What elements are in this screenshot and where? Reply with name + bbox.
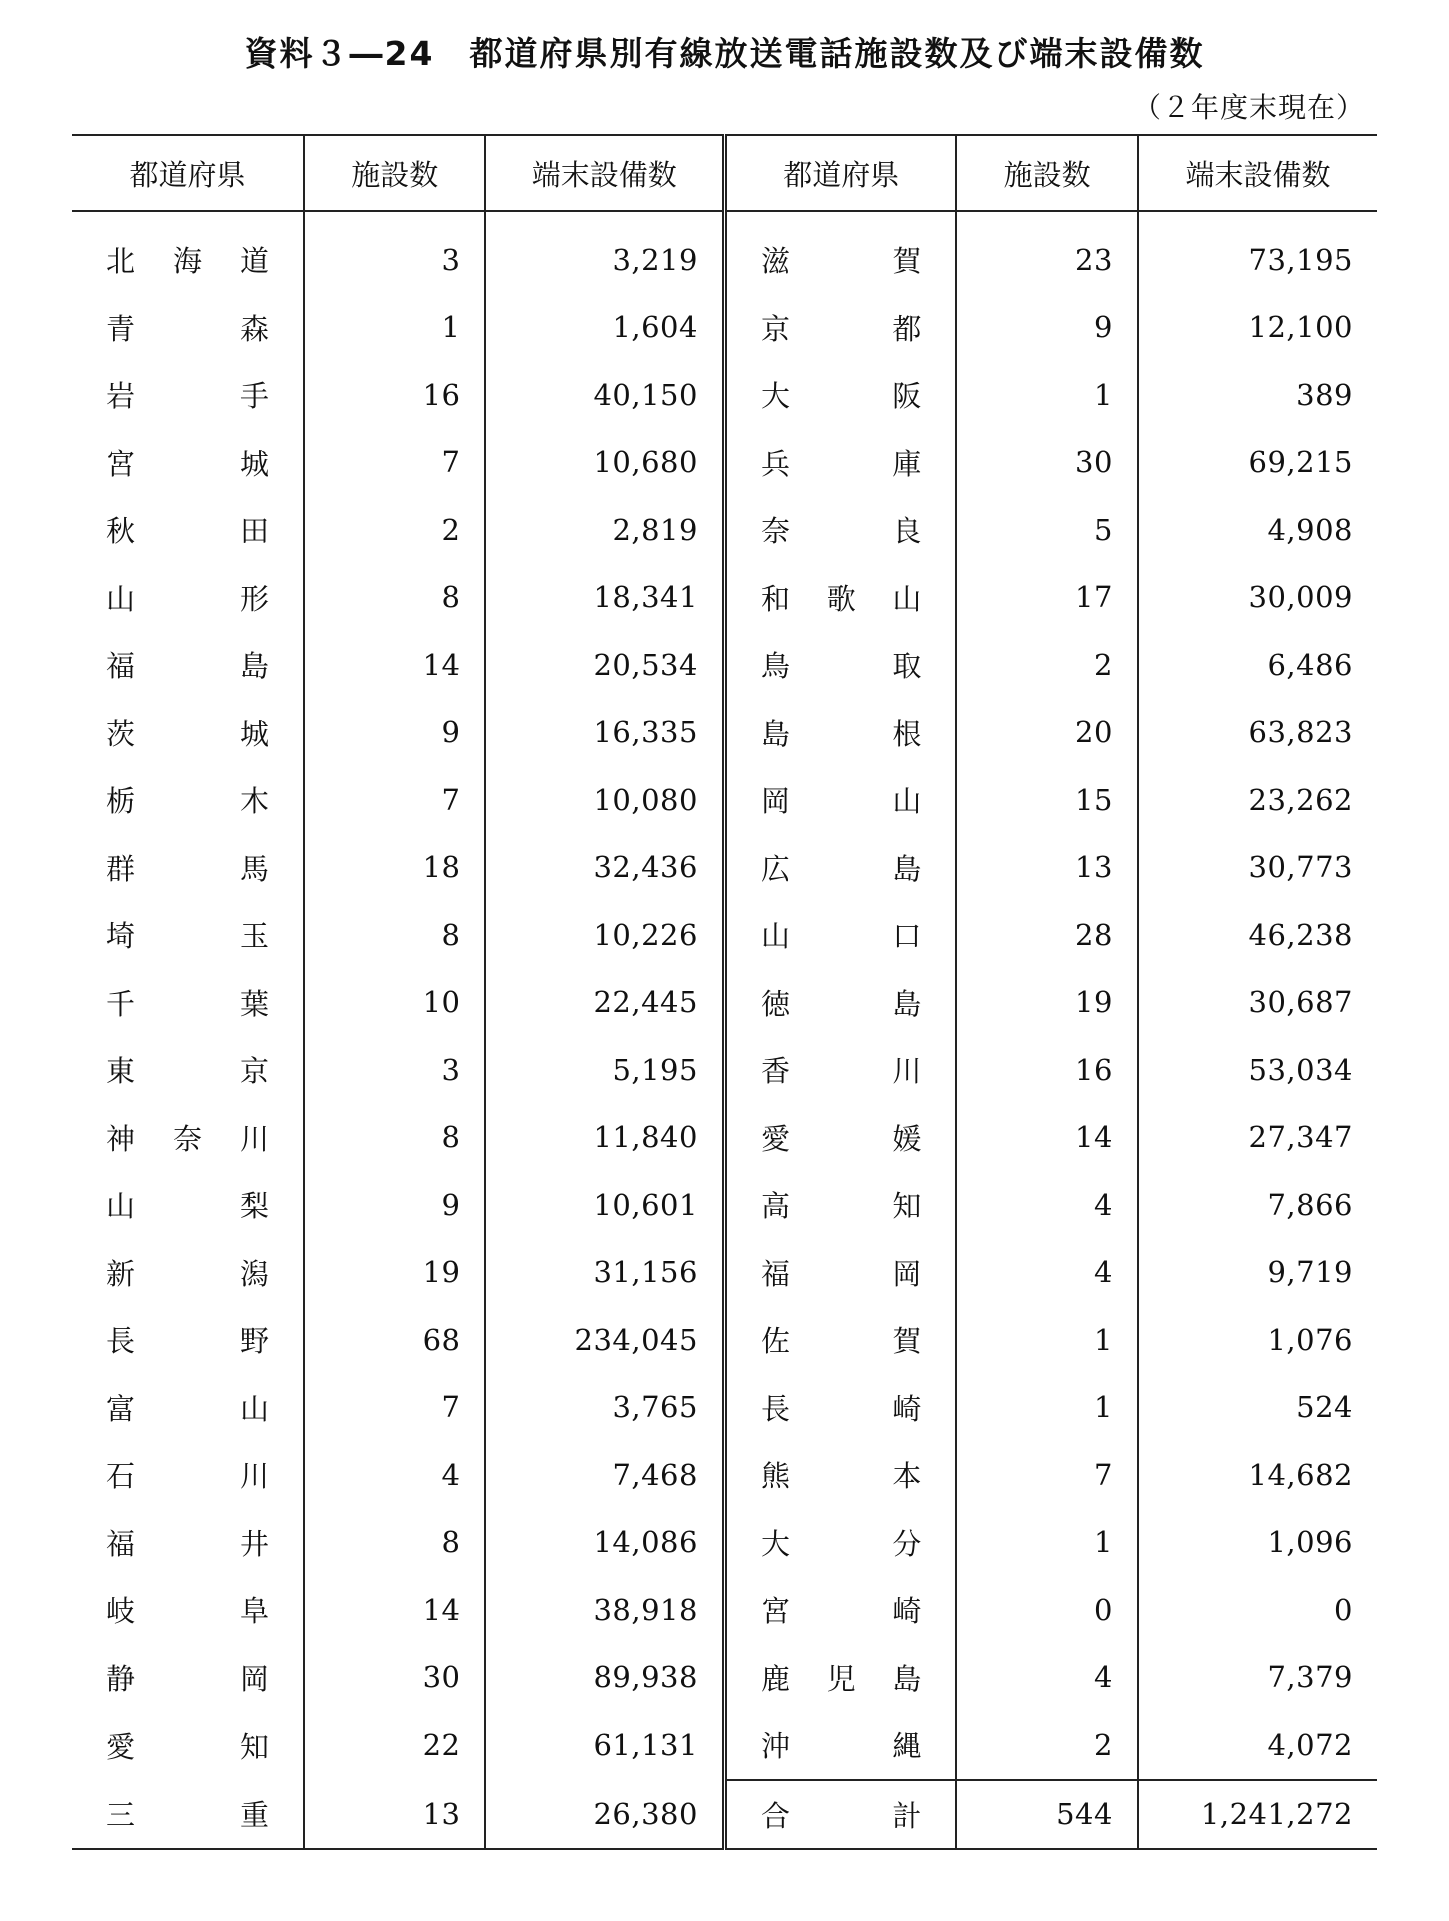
prefecture-name-text: 山 形 — [106, 581, 269, 616]
header-terminals-right: 端末設備数 — [1138, 135, 1377, 211]
facilities-count: 7 — [304, 1374, 486, 1442]
prefecture-name — [724, 1441, 956, 1509]
facilities-count: 14 — [304, 1576, 486, 1644]
facilities-count: 4 — [956, 1171, 1138, 1239]
terminals-count: 30,773 — [1248, 850, 1353, 885]
prefecture-name — [724, 766, 956, 834]
terminals-count: 1,076 — [1267, 1322, 1353, 1357]
prefecture-name-text: 東 京 — [106, 1054, 269, 1089]
total-label-text: 合 計 — [760, 1798, 922, 1833]
prefecture-name — [72, 1780, 304, 1850]
prefecture-name — [724, 631, 956, 699]
table-row — [72, 1036, 1377, 1104]
terminals-count: 0 — [1334, 1592, 1353, 1627]
terminals-count: 53,034 — [1248, 1052, 1353, 1087]
header-prefecture-left: 都道府県 — [72, 135, 304, 211]
facilities-count: 3 — [304, 211, 486, 294]
terminals-count: 1,604 — [612, 310, 698, 345]
prefecture-name-text: 福 井 — [106, 1526, 269, 1561]
terminals-count: 4,072 — [1267, 1727, 1353, 1762]
prefecture-name-text: 宮 崎 — [760, 1594, 922, 1629]
facilities-count: 30 — [304, 1644, 486, 1712]
terminals-count: 40,150 — [593, 377, 698, 412]
terminals-count: 524 — [1296, 1390, 1353, 1425]
prefecture-name-text: 岡 山 — [760, 784, 922, 819]
prefecture-name-text: 新 潟 — [106, 1256, 269, 1291]
terminals-count: 26,380 — [485, 1780, 724, 1850]
prefecture-name — [72, 1036, 304, 1104]
table-row — [72, 766, 1377, 834]
terminals-count: 2,819 — [612, 512, 698, 547]
terminals-count: 31,156 — [593, 1255, 698, 1290]
table-row — [72, 631, 1377, 699]
table-row — [72, 1441, 1377, 1509]
document-title: 資料３―24 都道府県別有線放送電話施設数及び端末設備数 — [244, 34, 1205, 73]
table-header-row — [72, 135, 1377, 211]
header-facilities-left: 施設数 — [304, 135, 486, 211]
prefecture-name — [72, 1576, 304, 1644]
facilities-count: 15 — [956, 766, 1138, 834]
table-row — [72, 496, 1377, 564]
terminals-count: 18,341 — [593, 580, 698, 615]
table-row — [72, 969, 1377, 1037]
table-row — [72, 429, 1377, 497]
total-label — [724, 1780, 956, 1850]
facilities-count: 1 — [304, 294, 486, 362]
prefecture-name-text: 奈 良 — [760, 514, 922, 549]
prefecture-name-text: 大 分 — [760, 1526, 922, 1561]
terminals-count: 3,765 — [612, 1390, 698, 1425]
terminals-count: 12,100 — [1248, 310, 1353, 345]
facilities-count: 4 — [956, 1239, 1138, 1307]
prefecture-name — [724, 1576, 956, 1644]
facilities-count: 2 — [956, 1711, 1138, 1780]
table-row — [72, 564, 1377, 632]
prefecture-name-text: 佐 賀 — [760, 1324, 922, 1359]
terminals-count: 30,687 — [1248, 985, 1353, 1020]
prefecture-name-text: 鳥 取 — [760, 649, 922, 684]
prefecture-name — [724, 564, 956, 632]
table-row — [72, 361, 1377, 429]
prefecture-name — [724, 361, 956, 429]
terminals-count: 30,009 — [1248, 580, 1353, 615]
facilities-count: 7 — [304, 766, 486, 834]
prefecture-name — [724, 1239, 956, 1307]
prefecture-name-text: 大 阪 — [760, 379, 922, 414]
facilities-count: 1 — [956, 1306, 1138, 1374]
prefecture-name-text: 徳 島 — [760, 986, 922, 1021]
facilities-count: 8 — [304, 901, 486, 969]
table-row — [72, 699, 1377, 767]
facilities-count: 7 — [304, 429, 486, 497]
header-prefecture-right: 都道府県 — [724, 135, 956, 211]
prefecture-name — [724, 834, 956, 902]
facilities-count: 3 — [304, 1036, 486, 1104]
table-row — [72, 1509, 1377, 1577]
terminals-count: 73,195 — [1248, 242, 1353, 277]
prefecture-name — [72, 361, 304, 429]
terminals-count: 89,938 — [593, 1660, 698, 1695]
facilities-count: 18 — [304, 834, 486, 902]
prefecture-table-container — [72, 134, 1377, 1850]
total-terminals: 1,241,272 — [1138, 1780, 1377, 1850]
facilities-count: 7 — [956, 1441, 1138, 1509]
prefecture-name — [72, 631, 304, 699]
terminals-count: 20,534 — [593, 647, 698, 682]
facilities-count: 22 — [304, 1711, 486, 1780]
prefecture-name — [72, 294, 304, 362]
terminals-count: 389 — [1296, 377, 1353, 412]
prefecture-name — [724, 294, 956, 362]
prefecture-name — [724, 1644, 956, 1712]
table-row — [72, 1239, 1377, 1307]
terminals-count: 7,379 — [1267, 1660, 1353, 1695]
facilities-count: 14 — [304, 631, 486, 699]
prefecture-name — [724, 969, 956, 1037]
facilities-count: 9 — [304, 1171, 486, 1239]
prefecture-name — [724, 1306, 956, 1374]
facilities-count: 2 — [956, 631, 1138, 699]
prefecture-name — [724, 1374, 956, 1442]
prefecture-name — [724, 1171, 956, 1239]
terminals-count: 16,335 — [593, 715, 698, 750]
prefecture-name-text: 熊 本 — [760, 1459, 922, 1494]
prefecture-name-text: 京 都 — [760, 311, 922, 346]
terminals-count: 11,840 — [593, 1120, 698, 1155]
facilities-count: 68 — [304, 1306, 486, 1374]
facilities-count: 1 — [956, 361, 1138, 429]
prefecture-name-text: 埼 玉 — [106, 919, 269, 954]
table-row — [72, 1171, 1377, 1239]
table-row — [72, 1780, 1377, 1850]
terminals-count: 10,080 — [593, 782, 698, 817]
terminals-count: 10,680 — [593, 445, 698, 480]
facilities-count: 2 — [304, 496, 486, 564]
terminals-count: 14,086 — [593, 1525, 698, 1560]
terminals-count: 23,262 — [1248, 782, 1353, 817]
prefecture-name-text: 香 川 — [760, 1054, 922, 1089]
prefecture-name — [72, 1306, 304, 1374]
facilities-count: 8 — [304, 1104, 486, 1172]
prefecture-name — [72, 1441, 304, 1509]
terminals-count: 32,436 — [593, 850, 698, 885]
terminals-count: 22,445 — [593, 985, 698, 1020]
prefecture-name — [724, 1509, 956, 1577]
table-row — [72, 1576, 1377, 1644]
facilities-count: 30 — [956, 429, 1138, 497]
facilities-count: 10 — [304, 969, 486, 1037]
prefecture-name — [72, 969, 304, 1037]
prefecture-name — [72, 766, 304, 834]
prefecture-name-text: 北 海 道 — [106, 244, 269, 279]
terminals-count: 61,131 — [593, 1728, 698, 1763]
prefecture-name-text: 長 崎 — [760, 1391, 922, 1426]
table-row — [72, 1374, 1377, 1442]
terminals-count: 10,226 — [593, 917, 698, 952]
prefecture-name-text: 富 山 — [106, 1391, 269, 1426]
prefecture-name — [72, 564, 304, 632]
table-row — [72, 1711, 1377, 1780]
prefecture-name-text: 岐 阜 — [106, 1594, 269, 1629]
facilities-count: 4 — [304, 1441, 486, 1509]
prefecture-name-text: 神 奈 川 — [106, 1121, 269, 1156]
prefecture-name — [72, 1104, 304, 1172]
terminals-count: 27,347 — [1248, 1120, 1353, 1155]
terminals-count: 7,866 — [1267, 1187, 1353, 1222]
terminals-count: 9,719 — [1267, 1255, 1353, 1290]
prefecture-name-text: 長 野 — [106, 1324, 269, 1359]
terminals-count: 5,195 — [612, 1052, 698, 1087]
facilities-count: 8 — [304, 1509, 486, 1577]
prefecture-name — [72, 1509, 304, 1577]
terminals-count: 6,486 — [1267, 647, 1353, 682]
table-row — [72, 1306, 1377, 1374]
prefecture-name-text: 和 歌 山 — [760, 581, 922, 616]
prefecture-name — [724, 1036, 956, 1104]
prefecture-name-text: 兵 庫 — [760, 446, 922, 481]
prefecture-name — [72, 429, 304, 497]
prefecture-name — [72, 211, 304, 294]
terminals-count: 3,219 — [612, 242, 698, 277]
prefecture-name-text: 茨 城 — [106, 716, 269, 751]
prefecture-name — [724, 1711, 956, 1780]
prefecture-name-text: 静 岡 — [106, 1661, 269, 1696]
terminals-count: 14,682 — [1248, 1457, 1353, 1492]
prefecture-name-text: 愛 知 — [106, 1729, 269, 1764]
prefecture-name — [724, 699, 956, 767]
prefecture-name-text: 千 葉 — [106, 986, 269, 1021]
total-facilities: 544 — [956, 1780, 1138, 1850]
table-row — [72, 211, 1377, 294]
prefecture-name-text: 宮 城 — [106, 446, 269, 481]
prefecture-name — [72, 1239, 304, 1307]
prefecture-name-text: 広 島 — [760, 851, 922, 886]
prefecture-name — [72, 1644, 304, 1712]
facilities-count: 20 — [956, 699, 1138, 767]
facilities-count: 1 — [956, 1509, 1138, 1577]
table-row — [72, 901, 1377, 969]
facilities-count: 19 — [956, 969, 1138, 1037]
prefecture-name-text: 滋 賀 — [760, 244, 922, 279]
facilities-count: 0 — [956, 1576, 1138, 1644]
prefecture-name-text: 青 森 — [106, 311, 269, 346]
facilities-count: 9 — [304, 699, 486, 767]
prefecture-name-text: 岩 手 — [106, 379, 269, 414]
prefecture-name-text: 秋 田 — [106, 514, 269, 549]
facilities-count: 19 — [304, 1239, 486, 1307]
prefecture-name — [72, 496, 304, 564]
table-row — [72, 1104, 1377, 1172]
prefecture-name-text: 高 知 — [760, 1189, 922, 1224]
prefecture-table — [72, 134, 1377, 1850]
facilities-count: 16 — [304, 361, 486, 429]
terminals-count: 4,908 — [1267, 512, 1353, 547]
terminals-count: 38,918 — [593, 1592, 698, 1627]
prefecture-name-text: 山 口 — [760, 919, 922, 954]
terminals-count: 10,601 — [593, 1187, 698, 1222]
terminals-count: 63,823 — [1248, 715, 1353, 750]
table-row — [72, 294, 1377, 362]
prefecture-name — [724, 429, 956, 497]
prefecture-name — [724, 901, 956, 969]
prefecture-name-text: 島 根 — [760, 716, 922, 751]
as-of-date-note: （２年度末現在） — [1132, 91, 1365, 124]
prefecture-name — [72, 1711, 304, 1780]
prefecture-name — [72, 699, 304, 767]
facilities-count: 28 — [956, 901, 1138, 969]
facilities-count: 5 — [956, 496, 1138, 564]
prefecture-name-text: 沖 縄 — [760, 1729, 922, 1764]
header-facilities-right: 施設数 — [956, 135, 1138, 211]
prefecture-name-text: 愛 媛 — [760, 1121, 922, 1156]
prefecture-name-text: 三 重 — [106, 1798, 269, 1833]
prefecture-name-text: 群 馬 — [106, 851, 269, 886]
terminals-count: 46,238 — [1248, 917, 1353, 952]
facilities-count: 13 — [304, 1780, 486, 1850]
terminals-count: 7,468 — [612, 1457, 698, 1492]
prefecture-name — [724, 211, 956, 294]
prefecture-name-text: 鹿 児 島 — [760, 1661, 922, 1696]
facilities-count: 16 — [956, 1036, 1138, 1104]
prefecture-name-text: 山 梨 — [106, 1189, 269, 1224]
prefecture-name-text: 石 川 — [106, 1459, 269, 1494]
table-body — [72, 211, 1377, 1849]
prefecture-name — [72, 901, 304, 969]
prefecture-name — [724, 1104, 956, 1172]
facilities-count: 9 — [956, 294, 1138, 362]
prefecture-name-text: 福 岡 — [760, 1256, 922, 1291]
table-row — [72, 1644, 1377, 1712]
prefecture-name — [72, 1374, 304, 1442]
prefecture-name-text: 栃 木 — [106, 784, 269, 819]
facilities-count: 23 — [956, 211, 1138, 294]
facilities-count: 8 — [304, 564, 486, 632]
facilities-count: 17 — [956, 564, 1138, 632]
prefecture-name-text: 福 島 — [106, 649, 269, 684]
header-terminals-left: 端末設備数 — [485, 135, 724, 211]
facilities-count: 1 — [956, 1374, 1138, 1442]
terminals-count: 1,096 — [1267, 1525, 1353, 1560]
facilities-count: 13 — [956, 834, 1138, 902]
terminals-count: 69,215 — [1248, 445, 1353, 480]
terminals-count: 234,045 — [574, 1322, 698, 1357]
prefecture-name — [724, 496, 956, 564]
facilities-count: 14 — [956, 1104, 1138, 1172]
prefecture-name — [72, 1171, 304, 1239]
prefecture-name — [72, 834, 304, 902]
table-row — [72, 834, 1377, 902]
facilities-count: 4 — [956, 1644, 1138, 1712]
